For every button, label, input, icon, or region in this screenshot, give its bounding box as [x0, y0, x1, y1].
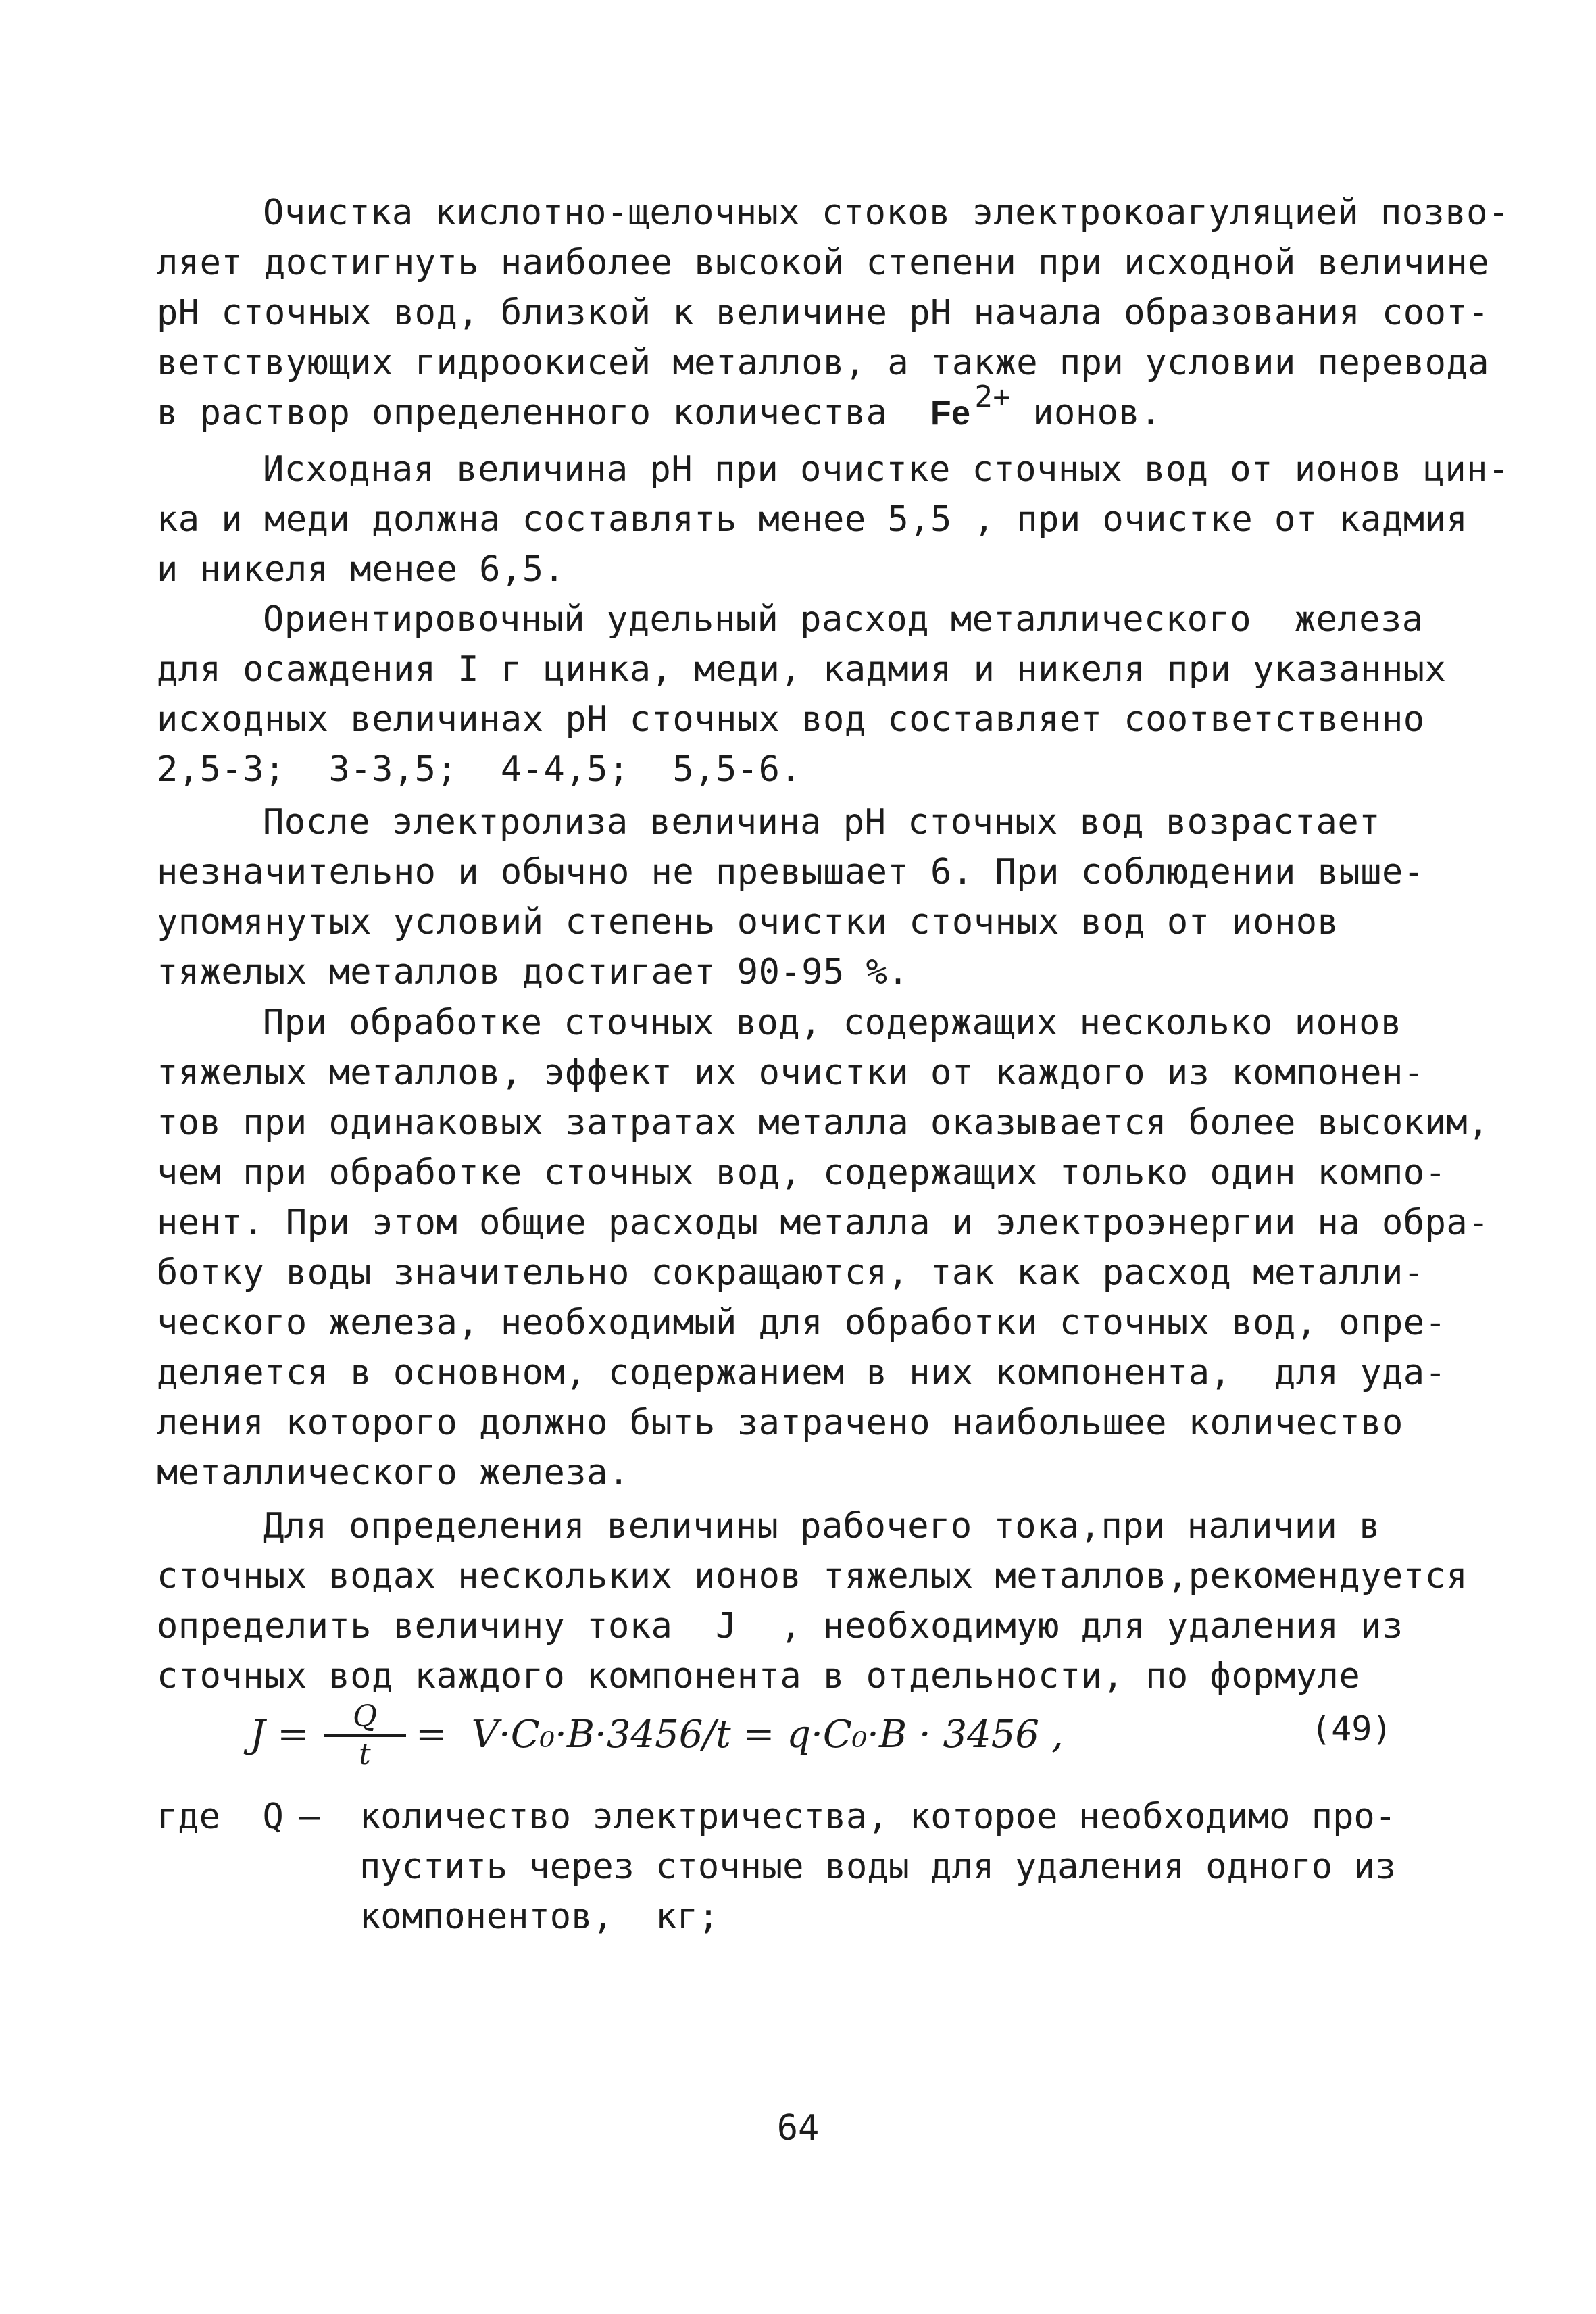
- text-line: ляет достигнуть наиболее высокой степени при исходной величине: [157, 243, 1490, 283]
- text-line: металлического железа.: [157, 1453, 630, 1493]
- text-line: чем при обработке сточных вод, содержащих только один компо-: [157, 1153, 1447, 1193]
- ion-charge: 2+: [974, 380, 1012, 414]
- fraction-numerator: Q: [352, 1699, 378, 1734]
- text-line: тов при одинаковых затратах металла оказывается более высоким,: [157, 1103, 1490, 1143]
- text-line: ческого железа, необходимый для обработки сточных вод, опре-: [157, 1303, 1447, 1343]
- text-line: сточных вод каждого компонента в отдельности, по формуле: [157, 1656, 1361, 1696]
- definition-text: [359, 1792, 1508, 1942]
- equation-number: (49): [1311, 1709, 1393, 1749]
- formula-lhs: J =: [250, 1713, 309, 1757]
- definition-dash: –: [299, 1796, 320, 1837]
- text-line: упомянутых условий степень очистки сточных вод от ионов: [157, 902, 1339, 942]
- text-line: тяжелых металлов, эффект их очистки от каждого из компонен-: [157, 1053, 1425, 1093]
- text-line: количество электричества, которое необходимо про-: [359, 1796, 1397, 1837]
- where-word: где: [157, 1796, 220, 1837]
- text-line: Ориентировочный удельный расход металлического железа: [263, 599, 1424, 640]
- text-line: исходных величинах рН сточных вод составляет соответственно: [157, 699, 1425, 740]
- text-line: нент. При этом общие расходы металла и электроэнергии на обра-: [157, 1203, 1490, 1243]
- text-line: ка и меди должна составлять менее 5,5 , при очистке от кадмия: [157, 499, 1468, 540]
- iron-ion-symbol: Fe: [930, 394, 971, 432]
- text-line: тяжелых металлов достигает 90-95 %.: [157, 952, 909, 992]
- where-label: [157, 1792, 284, 1842]
- text-line: 2,5-3; 3-3,5; 4-4,5; 5,5-6.: [157, 749, 802, 790]
- text-line: рН сточных вод, близкой к величине рН начала образования соот-: [157, 293, 1490, 333]
- fraction-denominator: t: [359, 1737, 371, 1771]
- text-line: пустить через сточные воды для удаления одного из: [359, 1846, 1397, 1887]
- paragraph-6: [157, 1501, 1495, 1701]
- text-line: определить величину тока J , необходимую для удаления из: [157, 1606, 1403, 1646]
- text-line: незначительно и обычно не превышает 6. При соблюдении выше-: [157, 852, 1425, 892]
- paragraph-5: [157, 998, 1495, 1498]
- formula-rhs: = V·C₀·B·3456/t = q·C₀·B · 3456 ,: [416, 1713, 1064, 1757]
- line-suffix: ионов.: [1011, 393, 1162, 433]
- text-line: [157, 380, 1495, 440]
- text-line: компонентов, кг;: [359, 1896, 720, 1937]
- text-line: ветствующих гидроокисей металлов, а также при условии перевода: [157, 343, 1490, 383]
- text-line: сточных водах нескольких ионов тяжелых металлов,рекомендуется: [157, 1556, 1468, 1596]
- formula-fraction: [321, 1699, 409, 1772]
- text-line: При обработке сточных вод, содержащих несколько ионов: [263, 1003, 1402, 1043]
- text-line: ления которого должно быть затрачено наибольшее количество: [157, 1403, 1403, 1443]
- text-line: Для определения величины рабочего тока,при наличии в: [263, 1506, 1380, 1546]
- defined-symbol: Q: [262, 1796, 284, 1837]
- text-line: деляется в основном, содержанием в них компонента, для уда-: [157, 1353, 1447, 1393]
- text-line: Исходная величина рН при очистке сточных вод от ионов цин-: [263, 449, 1510, 490]
- paragraph-2: [157, 445, 1510, 595]
- formula-49: [250, 1699, 1399, 1774]
- text-line: ботку воды значительно сокращаются, так как расход металли-: [157, 1253, 1425, 1293]
- paragraph-3: [157, 595, 1495, 795]
- line-prefix: в раствор определенного количества: [157, 393, 931, 433]
- paragraph-1: [157, 188, 1510, 440]
- text-line: для осаждения I г цинка, меди, кадмия и никеля при указанных: [157, 649, 1447, 690]
- text-line: и никеля менее 6,5.: [157, 549, 566, 590]
- text-line: Очистка кислотно-щелочных стоков электрокоагуляцией позво-: [263, 193, 1510, 233]
- text-line: После электролиза величина рН сточных вод возрастает: [263, 802, 1380, 842]
- page-number: 64: [776, 2108, 820, 2148]
- paragraph-4: [157, 797, 1495, 997]
